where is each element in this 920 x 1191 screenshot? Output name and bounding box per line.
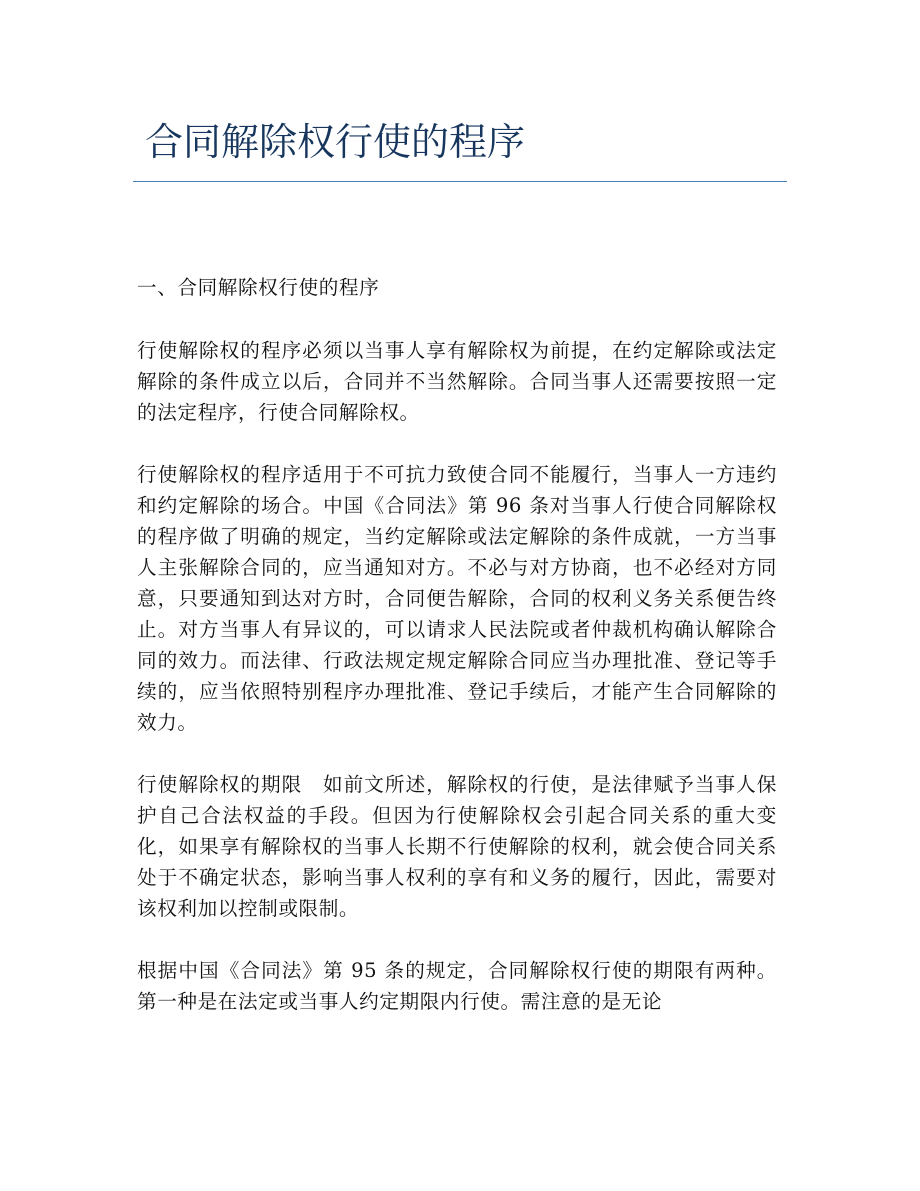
document-body <box>137 272 777 1048</box>
section-heading: 一、合同解除权行使的程序 <box>137 276 380 299</box>
body-paragraph: 行使解除权的期限 如前文所述，解除权的行使，是法律赋予当事人保护自己合法权益的手段。但因为行使解除权会引起合同关系的重大变化，如果享有解除权的当事人长期不行使解除的权利，就会使合同关系处于不确定状态，影响当事人权利的享有和义务的履行，因此，需要对该权利加以控制或限制。 <box>137 773 777 920</box>
body-paragraph: 根据中国《合同法》第 95 条的规定，合同解除权行使的期限有两种。第一种是在法定或当事人约定期限内行使。需注意的是无论 <box>137 959 777 1013</box>
body-paragraph: 行使解除权的程序适用于不可抗力致使合同不能履行，当事人一方违约和约定解除的场合。中国《合同法》第 96 条对当事人行使合同解除权的程序做了明确的规定，当约定解除或法定解除的条件成就，一方当事人主张解除合同的，应当通知对方。不必与对方协商，也不必经对方同意，只要通知到达对方时，合同便告解除，合同的权利义务关系便告终止。对方当事人有异议的，可以请求人民法院或者仲裁机构确认解除合同的效力。而法律、行政法规定规定解除合同应当办理批准、登记等手续的，应当依照特别程序办理批准、登记手续后，才能产生合同解除的效力。 <box>137 463 777 734</box>
document-title: 合同解除权行使的程序 <box>145 120 526 164</box>
body-paragraph: 行使解除权的程序必须以当事人享有解除权为前提，在约定解除或法定解除的条件成立以后，合同并不当然解除。合同当事人还需要按照一定的法定程序，行使合同解除权。 <box>137 339 777 424</box>
title-underline-divider <box>133 181 787 182</box>
